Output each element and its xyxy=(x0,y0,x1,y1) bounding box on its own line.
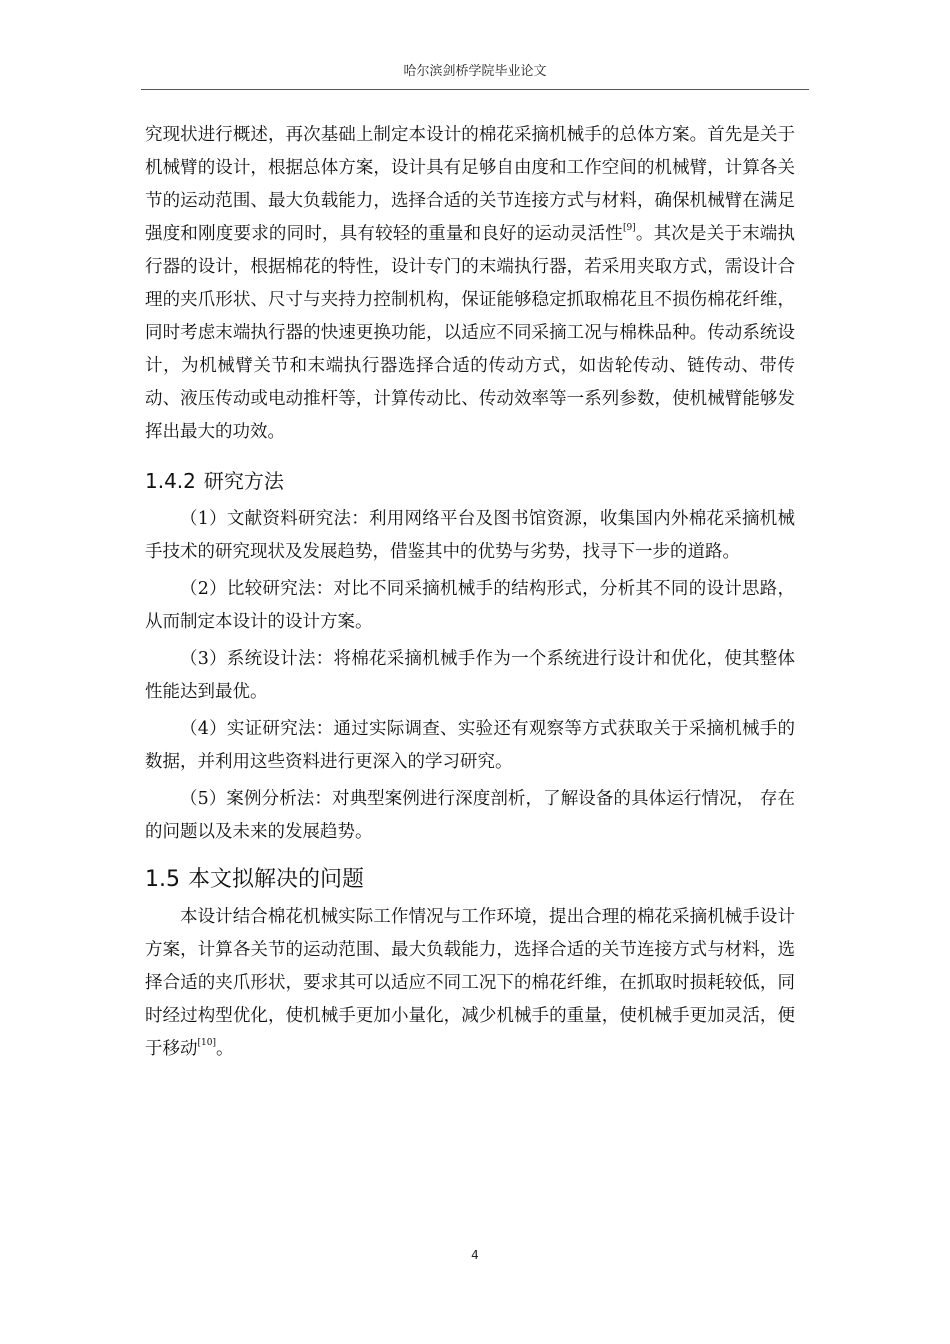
citation-9: [9] xyxy=(622,223,636,233)
section-title: 研究方法 xyxy=(203,469,284,493)
method-item-3: （3）系统设计法：将棉花采摘机械手作为一个系统进行设计和优化，使其整体性能达到最优。 xyxy=(145,649,795,702)
section-number: 1.4.2 xyxy=(145,469,196,493)
problem-text-part2: 。 xyxy=(215,1039,234,1059)
problem-paragraph xyxy=(145,901,795,1066)
intro-paragraph xyxy=(145,119,795,449)
section-number: 1.5 xyxy=(145,867,180,892)
problem-text-part1: 本设计结合棉花机械实际工作情况与工作环境，提出合理的棉花采摘机械手设计方案，计算各关节的运动范围、最大负载能力，选择合适的关节连接方式与材料，选择合适的夹爪形状，要求其可以适应不同工况下的棉花纤维，在抓取时损耗较低，同时经过构型优化，使机械手更加小量化，减少机械手的重量，使机械手更加灵活，便于移动 xyxy=(145,907,795,1059)
section-heading-1-4-2 xyxy=(145,465,795,497)
section-title: 本文拟解决的问题 xyxy=(188,867,365,892)
page-number: 4 xyxy=(471,1248,479,1262)
method-item-5: （5）案例分析法：对典型案例进行深度剖析，了解设备的具体运行情况， 存在的问题以及未来的发展趋势。 xyxy=(145,789,795,842)
header-title: 哈尔滨剑桥学院毕业论文 xyxy=(403,64,547,79)
method-item-2: （2）比较研究法：对比不同采摘机械手的结构形式，分析其不同的设计思路，从而制定本设计的设计方案。 xyxy=(145,579,795,632)
citation-10: [10] xyxy=(197,1038,216,1048)
intro-text-part2: 。其次是关于末端执行器的设计，根据棉花的特性，设计专门的末端执行器，若采用夹取方式，需设计合理的夹爪形状、尺寸与夹持力控制机构，保证能够稳定抓取棉花且不损伤棉花纤维，同时考虑末端执行器的快速更换功能，以适应不同采摘工况与棉株品种。传动系统设计，为机械臂关节和末端执行器选择合适的传动方式，如齿轮传动、链传动、带传动、液压传动或电动推杆等，计算传动比、传动效率等一系列参数，使机械臂能够发挥出最大的功效。 xyxy=(145,224,795,442)
running-header xyxy=(141,62,809,90)
method-item-1: （1）文献资料研究法：利用网络平台及图书馆资源，收集国内外棉花采摘机械手技术的研究现状及发展趋势，借鉴其中的优势与劣势，找寻下一步的道路。 xyxy=(145,509,795,562)
section-heading-1-5 xyxy=(145,863,795,897)
intro-text-part1: 究现状进行概述，再次基础上制定本设计的棉花采摘机械手的总体方案。首先是关于机械臂的设计，根据总体方案，设计具有足够自由度和工作空间的机械臂，计算各关节的运动范围、最大负载能力，选择合适的关节连接方式与材料，确保机械臂在满足强度和刚度要求的同时，具有较轻的重量和良好的运动灵活性 xyxy=(145,125,795,244)
method-item-4: （4）实证研究法：通过实际调查、实验还有观察等方式获取关于采摘机械手的数据，并利用这些资料进行更深入的学习研究。 xyxy=(145,719,795,772)
page-content xyxy=(145,119,795,1066)
